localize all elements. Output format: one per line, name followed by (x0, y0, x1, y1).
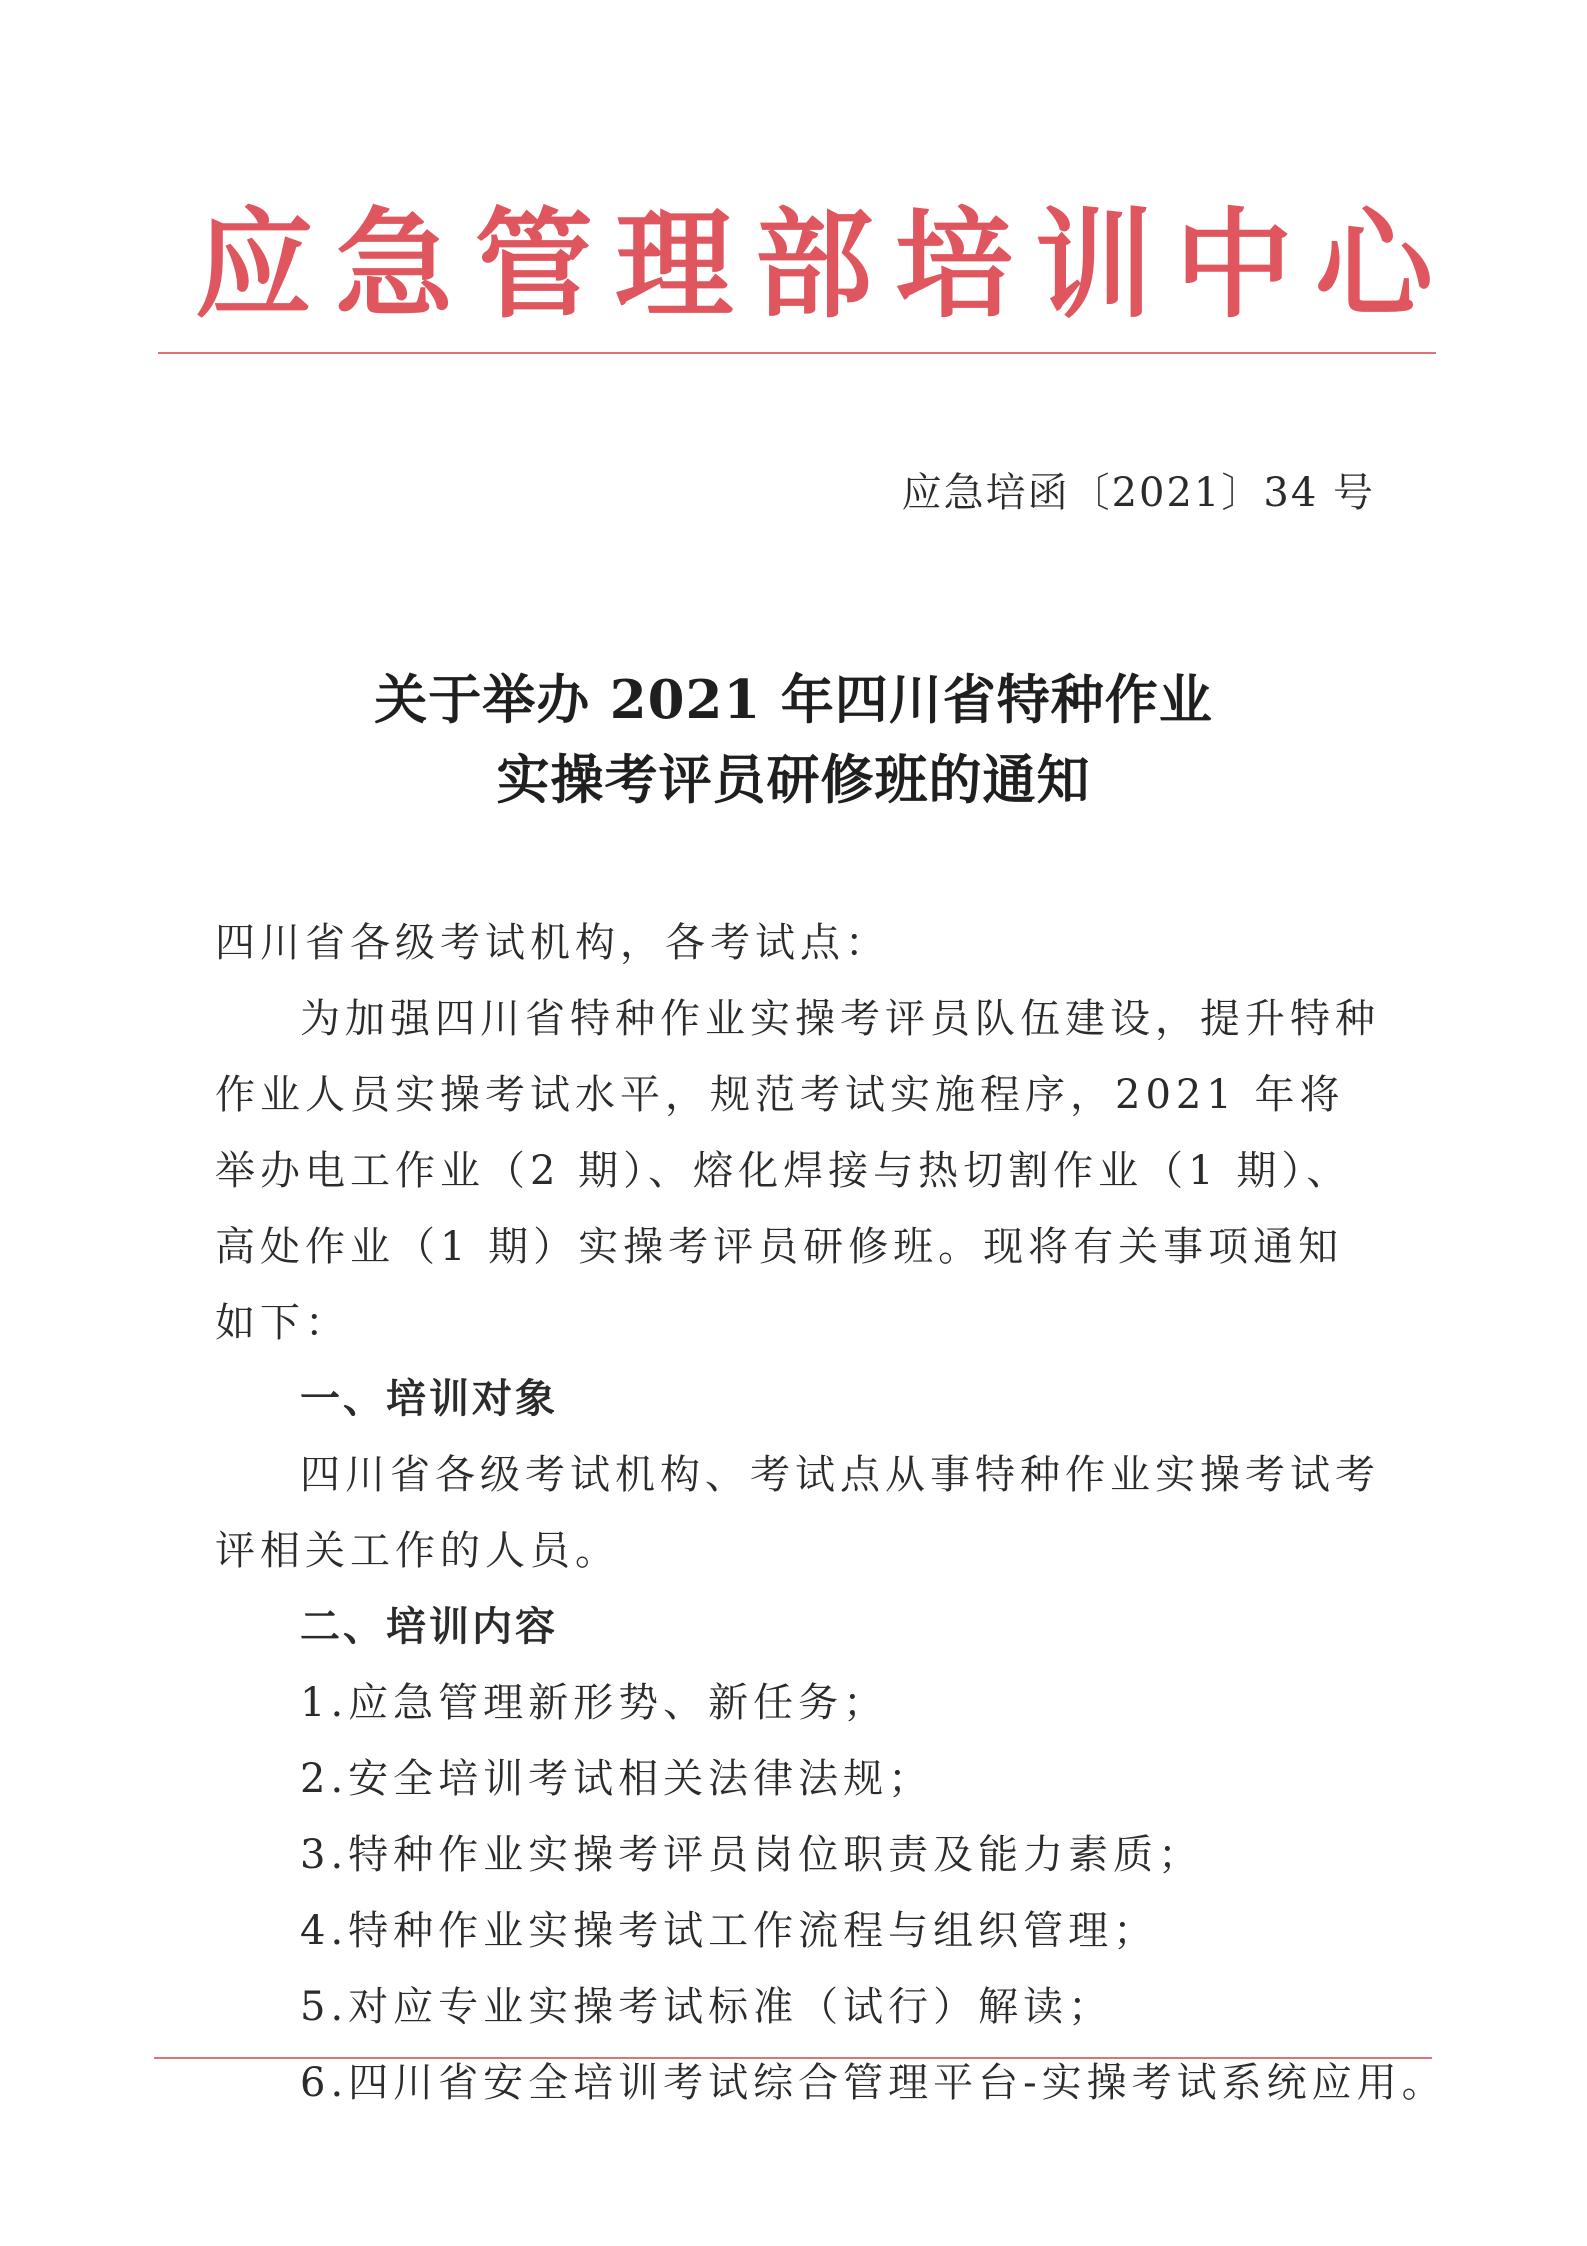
title-line-1: 关于举办 2021 年四川省特种作业 (374, 669, 1213, 731)
list-item: 6.四川省安全培训考试综合管理平台-实操考试系统应用。 (300, 2060, 1447, 2106)
section-text-target: 四川省各级考试机构、考试点从事特种作业实操考试考评相关工作的人员。 (215, 1452, 1380, 1574)
title-line-2: 实操考评员研修班的通知 (496, 749, 1091, 811)
salutation: 四川省各级考试机构，各考试点： (215, 920, 890, 966)
organization-header: 应急管理部培训中心 (195, 195, 1456, 334)
footer-divider (154, 2057, 1432, 2059)
list-item: 5.对应专业实操考试标准（试行）解读； (300, 1984, 1114, 2030)
list-item: 3.特种作业实操考评员岗位职责及能力素质； (300, 1832, 1204, 1878)
document-body (215, 905, 1447, 2121)
document-title (0, 660, 1587, 820)
section-heading-content: 二、培训内容 (300, 1604, 558, 1650)
intro-paragraph: 为加强四川省特种作业实操考评员队伍建设，提升特种作业人员实操考试水平，规范考试实施程序，2021 年将举办电工作业（2 期）、熔化焊接与热切割作业（1 期）、高处作业（1 期）实操考评员研修班。现将有关事项通知如下： (215, 996, 1380, 1346)
list-item: 4.特种作业实操考试工作流程与组织管理； (300, 1908, 1159, 1954)
header-divider (158, 352, 1436, 354)
section-heading-target: 一、培训对象 (300, 1376, 558, 1422)
list-item: 2.安全培训考试相关法律法规； (300, 1756, 934, 1802)
document-number: 应急培函〔2021〕34 号 (901, 470, 1375, 516)
list-item: 1.应急管理新形势、新任务； (300, 1680, 889, 1726)
